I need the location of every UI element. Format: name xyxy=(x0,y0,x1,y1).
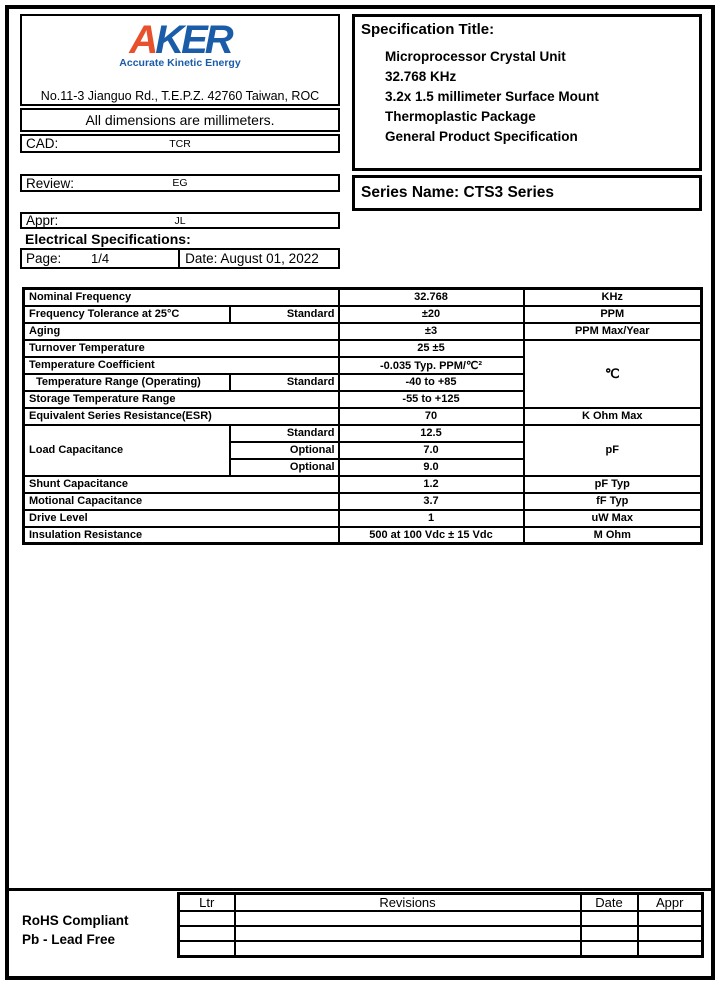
section-heading: Electrical Specifications: xyxy=(25,231,191,247)
table-row xyxy=(24,510,702,527)
appr-row xyxy=(20,212,340,229)
review-row xyxy=(20,174,340,192)
unit-cell-celsius: ℃ xyxy=(524,340,702,408)
param-cell: Motional Capacitance xyxy=(24,493,339,510)
param-cell: Temperature Coefficient xyxy=(24,357,339,374)
unit-cell: M Ohm xyxy=(524,527,702,544)
value-cell: 12.5 xyxy=(339,425,524,442)
param-cell: Insulation Resistance xyxy=(24,527,339,544)
rev-cell-date xyxy=(581,941,638,956)
table-row xyxy=(24,527,702,544)
logo-tagline: Accurate Kinetic Energy xyxy=(119,57,241,69)
rev-cell-appr xyxy=(638,941,703,956)
page-cell xyxy=(22,250,178,267)
grade-cell: Standard xyxy=(230,306,339,323)
value-cell: 500 at 100 Vdc ± 15 Vdc xyxy=(339,527,524,544)
unit-cell: pF xyxy=(524,425,702,476)
value-cell: 70 xyxy=(339,408,524,425)
unit-cell: fF Typ xyxy=(524,493,702,510)
specification-title-box xyxy=(352,14,702,171)
table-row xyxy=(24,340,702,357)
revisions-header-row xyxy=(179,894,703,912)
cad-value: TCR xyxy=(169,137,191,150)
value-cell: ±3 xyxy=(339,323,524,340)
rev-header-ltr: Ltr xyxy=(179,894,235,912)
date-cell: Date: August 01, 2022 xyxy=(178,250,338,267)
table-row xyxy=(24,408,702,425)
footer-block xyxy=(9,888,711,968)
appr-value: JL xyxy=(174,214,186,227)
rev-cell-revision xyxy=(235,941,581,956)
dimensions-note: All dimensions are millimeters. xyxy=(20,108,340,132)
rev-cell-revision xyxy=(235,911,581,926)
company-address: No.11-3 Jianguo Rd., T.E.P.Z. 42760 Taiwan, ROC xyxy=(40,89,320,103)
review-label: Review: xyxy=(26,175,75,191)
table-row xyxy=(24,476,702,493)
rev-header-revisions: Revisions xyxy=(235,894,581,912)
rev-cell-appr xyxy=(638,911,703,926)
value-cell: ±20 xyxy=(339,306,524,323)
title-line: Thermoplastic Package xyxy=(385,109,536,124)
revisions-row xyxy=(179,926,703,941)
title-line: 32.768 KHz xyxy=(385,69,457,84)
table-row xyxy=(24,425,702,442)
revisions-table xyxy=(177,892,704,958)
value-cell: -55 to +125 xyxy=(339,391,524,408)
cad-label: CAD: xyxy=(26,136,59,151)
rev-header-date: Date xyxy=(581,894,638,912)
review-value: EG xyxy=(172,177,188,189)
value-cell: 1 xyxy=(339,510,524,527)
logo-box xyxy=(20,14,340,106)
table-row xyxy=(24,306,702,323)
rohs-line-2: Pb - Lead Free xyxy=(22,932,116,947)
revisions-row xyxy=(179,911,703,926)
rev-cell-ltr xyxy=(179,926,235,941)
logo-letters-ker: KER xyxy=(155,18,231,62)
unit-cell: pF Typ xyxy=(524,476,702,493)
rohs-note xyxy=(22,911,129,949)
table-row xyxy=(24,323,702,340)
unit-cell: KHz xyxy=(524,289,702,306)
unit-cell: PPM Max/Year xyxy=(524,323,702,340)
param-cell: Shunt Capacitance xyxy=(24,476,339,493)
rev-cell-appr xyxy=(638,926,703,941)
electrical-specifications-table xyxy=(22,287,703,545)
specification-title-label: Specification Title: xyxy=(361,21,495,38)
grade-cell: Standard xyxy=(230,374,339,391)
title-line: General Product Specification xyxy=(385,129,578,144)
param-cell: Drive Level xyxy=(24,510,339,527)
rev-header-appr: Appr xyxy=(638,894,703,912)
rev-cell-date xyxy=(581,926,638,941)
value-cell: 7.0 xyxy=(339,442,524,459)
table-row xyxy=(24,493,702,510)
page-row xyxy=(20,248,340,269)
param-cell: Storage Temperature Range xyxy=(24,391,339,408)
rev-cell-ltr xyxy=(179,911,235,926)
revisions-row xyxy=(179,941,703,956)
unit-cell: PPM xyxy=(524,306,702,323)
param-cell: Aging xyxy=(24,323,339,340)
value-cell: 3.7 xyxy=(339,493,524,510)
unit-cell: uW Max xyxy=(524,510,702,527)
aker-logo xyxy=(119,18,240,62)
unit-cell: K Ohm Max xyxy=(524,408,702,425)
rev-cell-ltr xyxy=(179,941,235,956)
grade-cell: Standard xyxy=(230,425,339,442)
grade-cell: Optional xyxy=(230,459,339,476)
param-cell: Equivalent Series Resistance(ESR) xyxy=(24,408,339,425)
value-cell: 9.0 xyxy=(339,459,524,476)
value-cell: -40 to +85 xyxy=(339,374,524,391)
rev-cell-revision xyxy=(235,926,581,941)
rev-cell-date xyxy=(581,911,638,926)
value-cell: 25 ±5 xyxy=(339,340,524,357)
series-name: Series Name: CTS3 Series xyxy=(352,175,702,211)
appr-label: Appr: xyxy=(26,213,59,228)
logo-letter-a: A xyxy=(129,18,156,62)
value-cell: 1.2 xyxy=(339,476,524,493)
rohs-line-1: RoHS Compliant xyxy=(22,913,129,928)
value-cell: 32.768 xyxy=(339,289,524,306)
value-cell: -0.035 Typ. PPM/℃² xyxy=(339,357,524,374)
param-cell: Load Capacitance xyxy=(24,425,230,476)
param-cell: Temperature Range (Operating) xyxy=(24,374,230,391)
title-line: Microprocessor Crystal Unit xyxy=(385,49,566,64)
param-cell: Frequency Tolerance at 25°C xyxy=(24,306,230,323)
page-number: 1/4 xyxy=(91,251,110,266)
specification-title-lines xyxy=(385,47,693,147)
table-row xyxy=(24,289,702,306)
cad-row xyxy=(20,134,340,153)
grade-cell: Optional xyxy=(230,442,339,459)
param-cell: Turnover Temperature xyxy=(24,340,339,357)
page-label: Page: xyxy=(26,251,62,266)
param-cell: Nominal Frequency xyxy=(24,289,339,306)
title-line: 3.2x 1.5 millimeter Surface Mount xyxy=(385,89,599,104)
